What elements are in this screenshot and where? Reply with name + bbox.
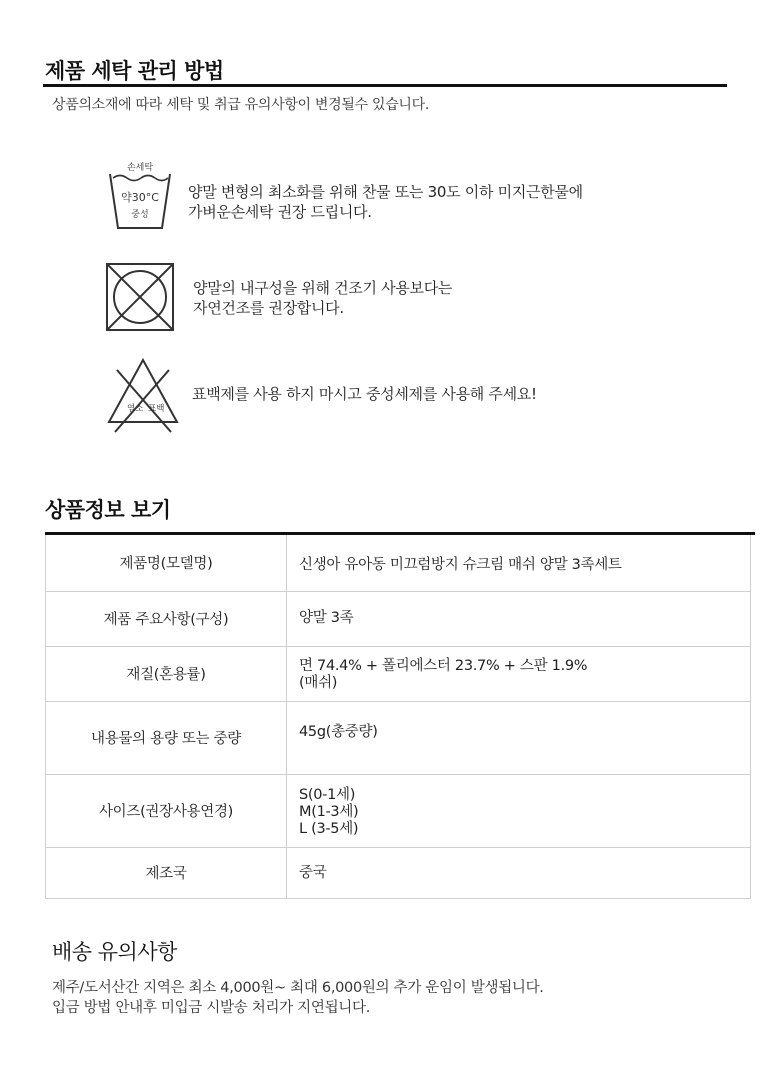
info-label: 사이즈(권장사용연경) <box>46 774 287 847</box>
care-line: 가벼운손세탁 권장 드립니다. <box>188 203 372 221</box>
care-item-no-bleach-text <box>192 384 537 404</box>
table-row <box>46 535 751 591</box>
info-label: 재질(혼용률) <box>46 646 287 701</box>
product-info-table <box>45 535 751 899</box>
hand-wash-icon <box>106 158 174 232</box>
care-line: 양말의 내구성을 위해 건조기 사용보다는 <box>193 279 453 297</box>
care-line: 표백제를 사용 하지 마시고 중성세제를 사용해 주세요! <box>192 385 537 403</box>
svg-text:염소: 염소 <box>127 404 144 414</box>
care-item-no-dry-text <box>193 278 452 318</box>
care-line: 자연건조를 권장합니다. <box>193 299 344 317</box>
care-note: 상품의소재에 따라 세탁 및 취급 유의사항이 변경될수 있습니다. <box>52 97 430 113</box>
info-label: 제품 주요사항(구성) <box>46 591 287 646</box>
info-label: 제품명(모델명) <box>46 535 287 591</box>
table-row <box>46 591 751 646</box>
svg-text:중성: 중성 <box>131 210 149 220</box>
info-value: 중국 <box>287 847 751 898</box>
table-row <box>46 774 751 847</box>
care-line: 양말 변형의 최소화를 위해 찬물 또는 30도 이하 미지근한물에 <box>188 183 583 201</box>
no-tumble-dry-icon <box>105 262 175 332</box>
care-item-hand-wash-text <box>188 182 583 222</box>
info-section-title: 상품정보 보기 <box>45 498 171 522</box>
svg-text:약30°C: 약30°C <box>121 191 159 204</box>
info-label: 내용물의 용량 또는 중량 <box>46 701 287 774</box>
info-label: 제조국 <box>46 847 287 898</box>
table-row <box>46 847 751 898</box>
table-row <box>46 701 751 774</box>
care-title-rule <box>43 84 727 87</box>
info-value: S(0-1세) M(1-3세) L (3-5세) <box>287 774 751 847</box>
table-row <box>46 646 751 701</box>
svg-text:손세탁: 손세탁 <box>126 163 154 173</box>
svg-text:표백: 표백 <box>148 404 165 414</box>
shipping-section-title: 배송 유의사항 <box>52 940 177 964</box>
no-bleach-icon <box>105 356 181 434</box>
care-section-title: 제품 세탁 관리 방법 <box>45 59 224 83</box>
shipping-note-line: 입금 방법 안내후 미입금 시발송 처리가 지연됩니다. <box>52 1000 371 1016</box>
info-value: 양말 3족 <box>287 591 751 646</box>
info-value: 45g(총중량) <box>287 701 751 774</box>
info-value: 신생아 유아동 미끄럼방지 슈크림 매쉬 양말 3족세트 <box>287 535 751 591</box>
info-value: 면 74.4% + 폴리에스터 23.7% + 스판 1.9% (매쉬) <box>287 646 751 701</box>
shipping-note-line: 제주/도서산간 지역은 최소 4,000원~ 최대 6,000원의 추가 운임이 발생됩니다. <box>52 980 544 996</box>
